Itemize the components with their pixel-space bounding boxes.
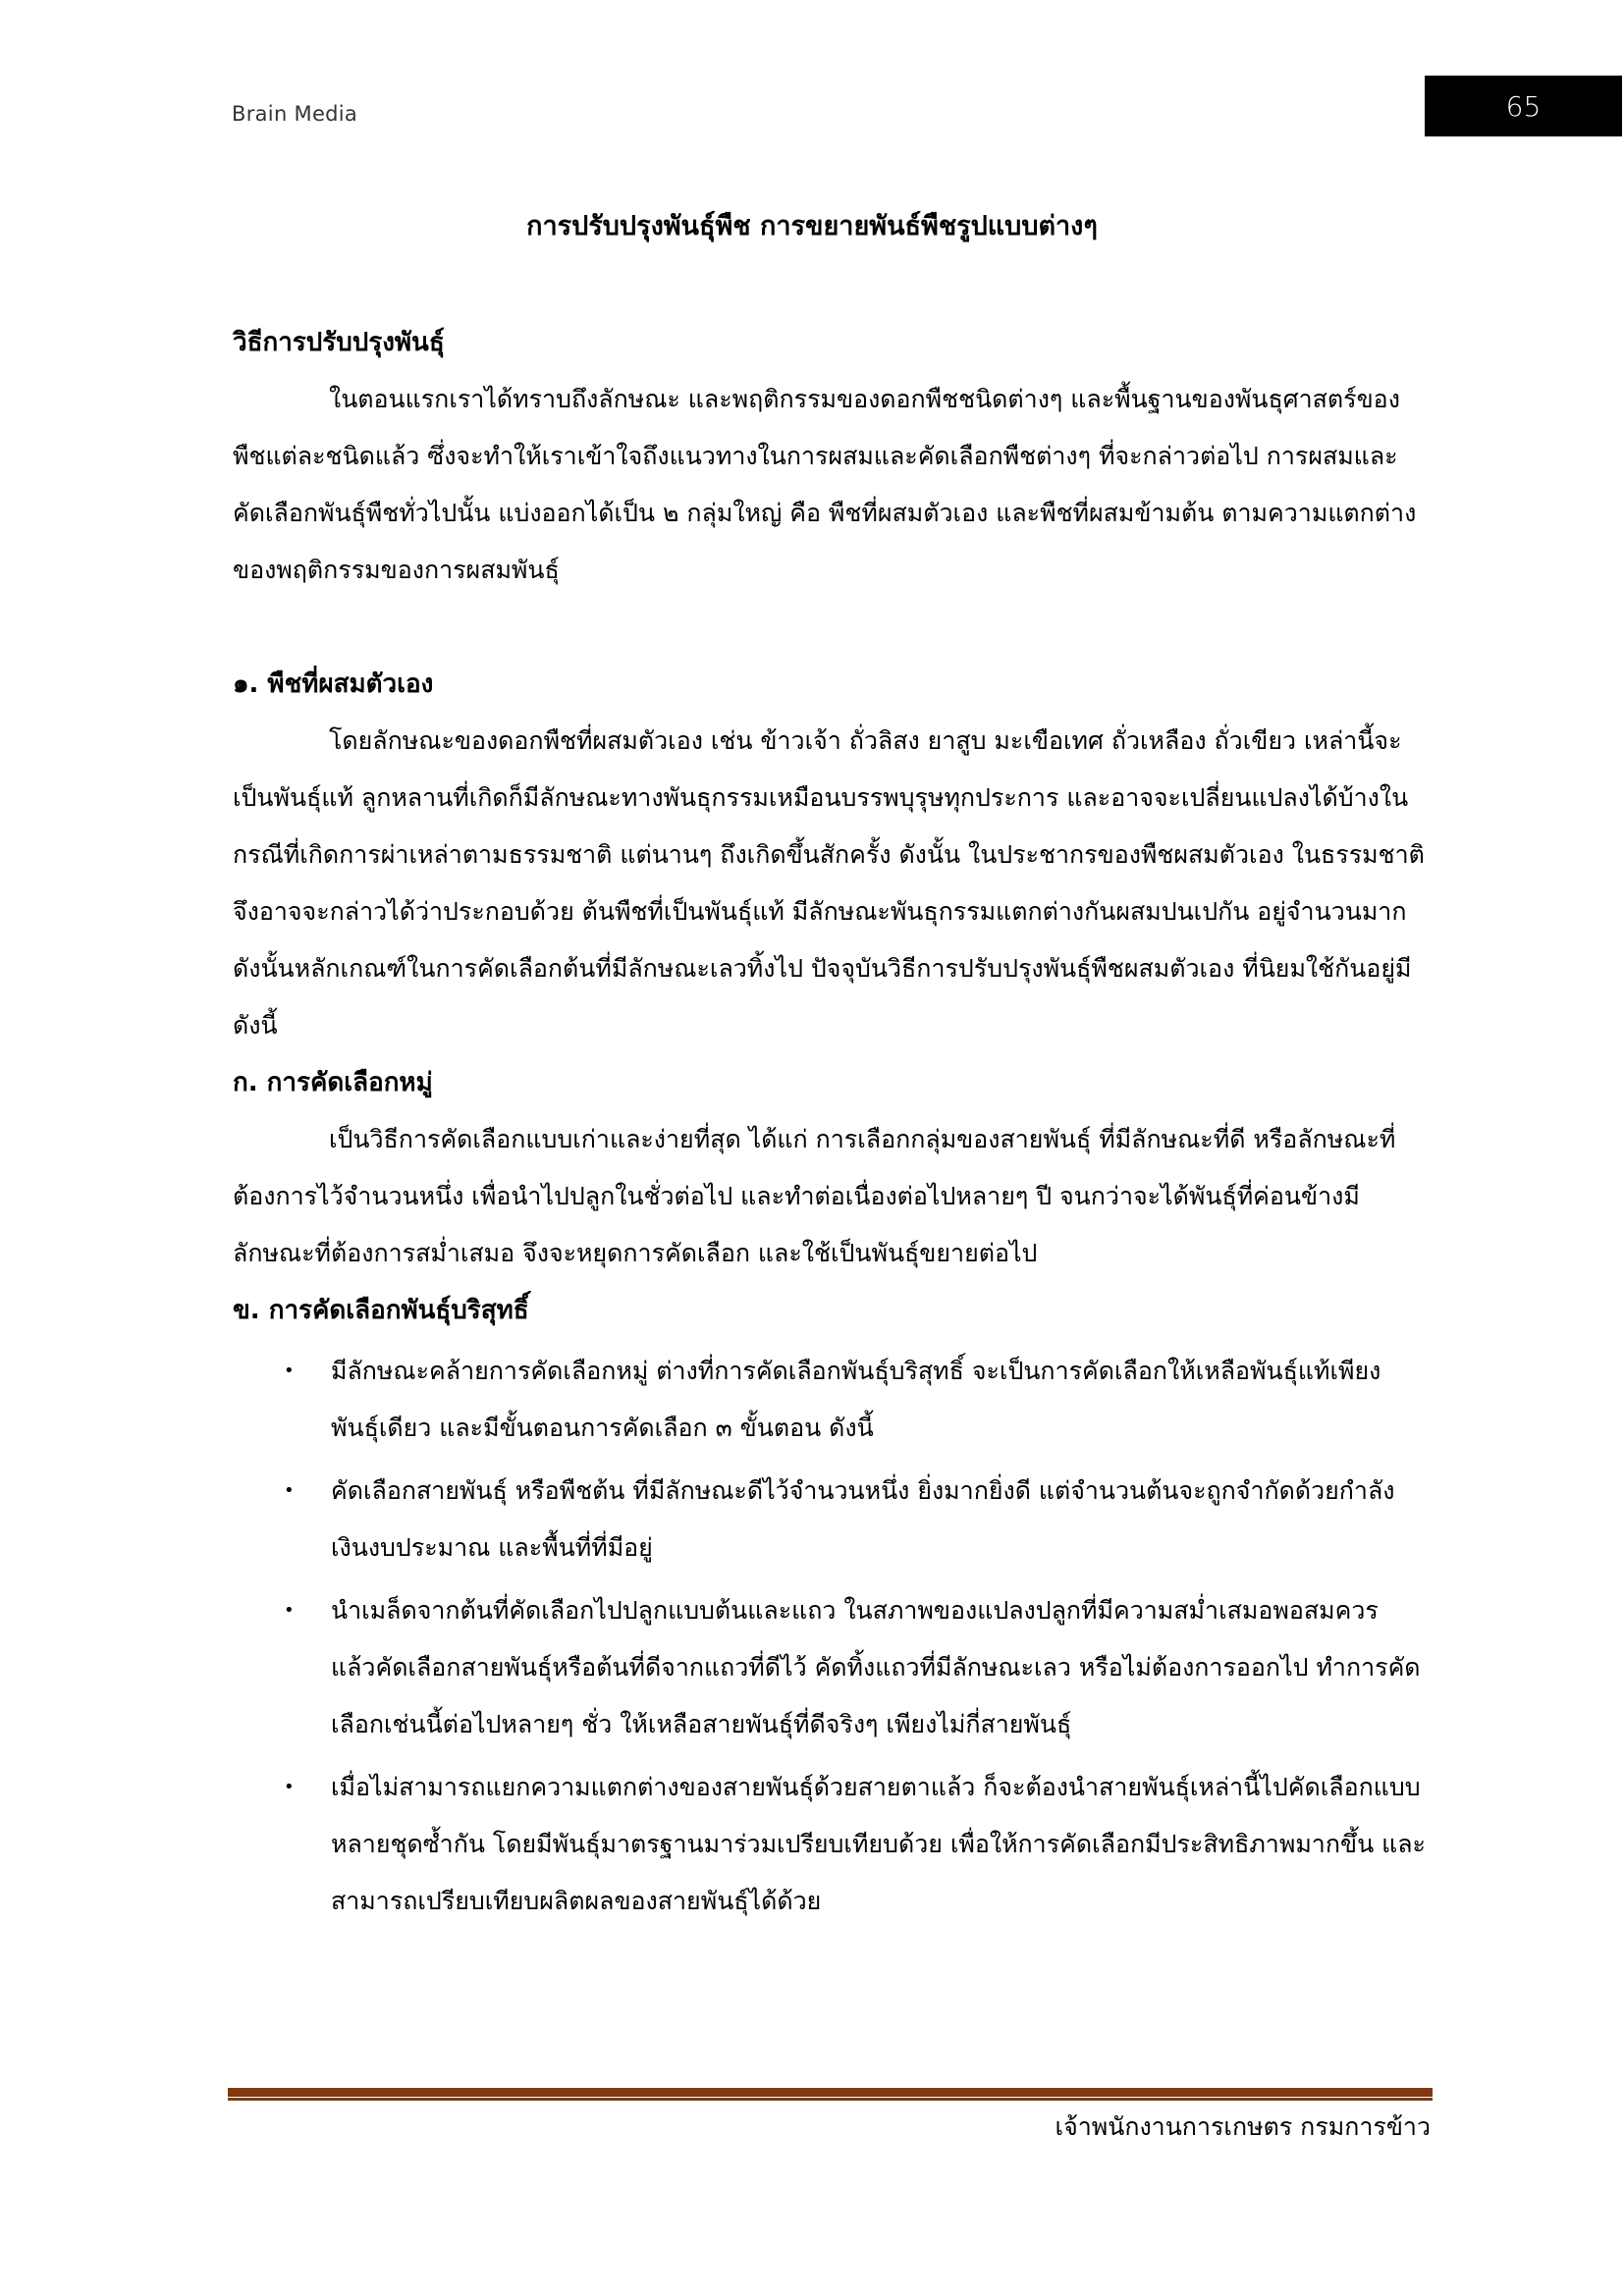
list-item-text: คัดเลือกสายพันธุ์ หรือพืชต้น ที่มีลักษณะดีไว้จำนวนหนึ่ง ยิ่งมากยิ่งดี แต่จำนวนต้นจะถูกจำกัดด้วยกำลังเงินงบประมาณ และพื้นที่ที่มีอยู่ <box>331 1476 1395 1562</box>
section-heading-methods: วิธีการปรับปรุงพันธุ์ <box>233 328 445 357</box>
section-heading-self-pollinated: ๑. พืชที่ผสมตัวเอง <box>233 669 434 699</box>
section-heading-pure-line: ข. การคัดเลือกพันธุ์บริสุทธิ์ <box>233 1296 529 1325</box>
list-item-text: เมื่อไม่สามารถแยกความแตกต่างของสายพันธุ์ด้วยสายตาแล้ว ก็จะต้องนำสายพันธุ์เหล่านี้ไปคัดเลือกแบบหลายชุดซ้ำกัน โดยมีพันธุ์มาตรฐานมาร่วมเปรียบเทียบด้วย เพื่อให้การคัดเลือกมีประสิทธิภาพมากขึ้น และสามารถเปรียบเทียบผลิตผลของสายพันธุ์ได้ด้วย <box>331 1773 1426 1915</box>
list-item <box>233 1759 1426 1930</box>
document-title: การปรับปรุงพันธุ์พืช การขยายพันธ์พืชรูปแบบต่างๆ <box>526 211 1098 241</box>
list-item <box>233 1463 1426 1576</box>
paragraph-self-pollinated: โดยลักษณะของดอกพืชที่ผสมตัวเอง เช่น ข้าวเจ้า ถั่วลิสง ยาสูบ มะเขือเทศ ถั่วเหลือง ถั่วเขียว เหล่านี้จะเป็นพันธุ์แท้ ลูกหลานที่เกิดก็มีลักษณะทางพันธุกรรมเหมือนบรรพบุรุษทุกประการ และอาจจะเปลี่ยนแปลงได้บ้างในกรณีที่เกิดการผ่าเหล่าตามธรรมชาติ แต่นานๆ ถึงเกิดขึ้นสักครั้ง ดังนั้น ในประชากรของพืชผสมตัวเอง ในธรรมชาติ จึงอาจจะกล่าวได้ว่าประกอบด้วย ต้นพืชที่เป็นพันธุ์แท้ มีลักษณะพันธุกรรมแตกต่างกันผสมปนเปกัน อยู่จำนวนมาก ดังนั้นหลักเกณฑ์ในการคัดเลือกต้นที่มีลักษณะเลวทิ้งไป ปัจจุบันวิธีการปรับปรุงพันธุ์พืชผสมตัวเอง ที่นิยมใช้กันอยู่มีดังนี้ <box>233 726 1425 1040</box>
list-item <box>233 1582 1426 1753</box>
footer-divider-thin <box>228 2098 1433 2101</box>
spacer <box>233 599 1426 656</box>
footer-text: เจ้าพนักงานการเกษตร กรมการข้าว <box>1055 2112 1431 2141</box>
section-heading-mass-selection: ก. การคัดเลือกหมู่ <box>233 1068 433 1097</box>
bullet-icon: • <box>284 1777 295 1797</box>
paragraph-mass-selection: เป็นวิธีการคัดเลือกแบบเก่าและง่ายที่สุด ได้แก่ การเลือกกลุ่มของสายพันธุ์ ที่มีลักษณะที่ดี หรือลักษณะที่ต้องการไว้จำนวนหนึ่ง เพื่อนำไปปลูกในชั่วต่อไป และทำต่อเนื่องต่อไปหลายๆ ปี จนกว่าจะได้พันธุ์ที่ค่อนข้างมีลักษณะที่ต้องการสม่ำเสมอ จึงจะหยุดการคัดเลือก และใช้เป็นพันธุ์ขยายต่อไป <box>233 1125 1396 1267</box>
header-brand: Brain Media <box>232 102 358 126</box>
bullet-icon: • <box>284 1600 295 1621</box>
list-item-text: มีลักษณะคล้ายการคัดเลือกหมู่ ต่างที่การคัดเลือกพันธุ์บริสุทธิ์ จะเป็นการคัดเลือกให้เหลือพันธุ์แท้เพียงพันธุ์เดียว และมีขั้นตอนการคัดเลือก ๓ ขั้นตอน ดังนี้ <box>331 1357 1381 1442</box>
pure-line-list <box>233 1343 1426 1930</box>
paragraph-methods: ในตอนแรกเราได้ทราบถึงลักษณะ และพฤติกรรมของดอกพืชชนิดต่างๆ และพื้นฐานของพันธุศาสตร์ของพืชแต่ละชนิดแล้ว ซึ่งจะทำให้เราเข้าใจถึงแนวทางในการผสมและคัดเลือกพืชต่างๆ ที่จะกล่าวต่อไป การผสมและคัดเลือกพันธุ์พืชทั่วไปนั้น แบ่งออกได้เป็น ๒ กลุ่มใหญ่ คือ พืชที่ผสมตัวเอง และพืชที่ผสมข้ามต้น ตามความแตกต่างของพฤติกรรมของการผสมพันธุ์ <box>233 385 1417 584</box>
bullet-icon: • <box>284 1361 295 1381</box>
page-number: 65 <box>1505 89 1542 123</box>
bullet-icon: • <box>284 1480 295 1501</box>
list-item-text: นำเมล็ดจากต้นที่คัดเลือกไปปลูกแบบต้นและแถว ในสภาพของแปลงปลูกที่มีความสม่ำเสมอพอสมควร แล้วคัดเลือกสายพันธุ์หรือต้นที่ดีจากแถวที่ดีไว้ คัดทิ้งแถวที่มีลักษณะเลว หรือไม่ต้องการออกไป ทำการคัดเลือกเช่นนี้ต่อไปหลายๆ ชั่ว ให้เหลือสายพันธุ์ที่ดีจริงๆ เพียงไม่กี่สายพันธุ์ <box>331 1596 1421 1738</box>
footer-divider-thick <box>228 2088 1433 2097</box>
page-number-box <box>1425 76 1622 136</box>
list-item <box>233 1343 1426 1457</box>
document-body <box>233 314 1426 1936</box>
